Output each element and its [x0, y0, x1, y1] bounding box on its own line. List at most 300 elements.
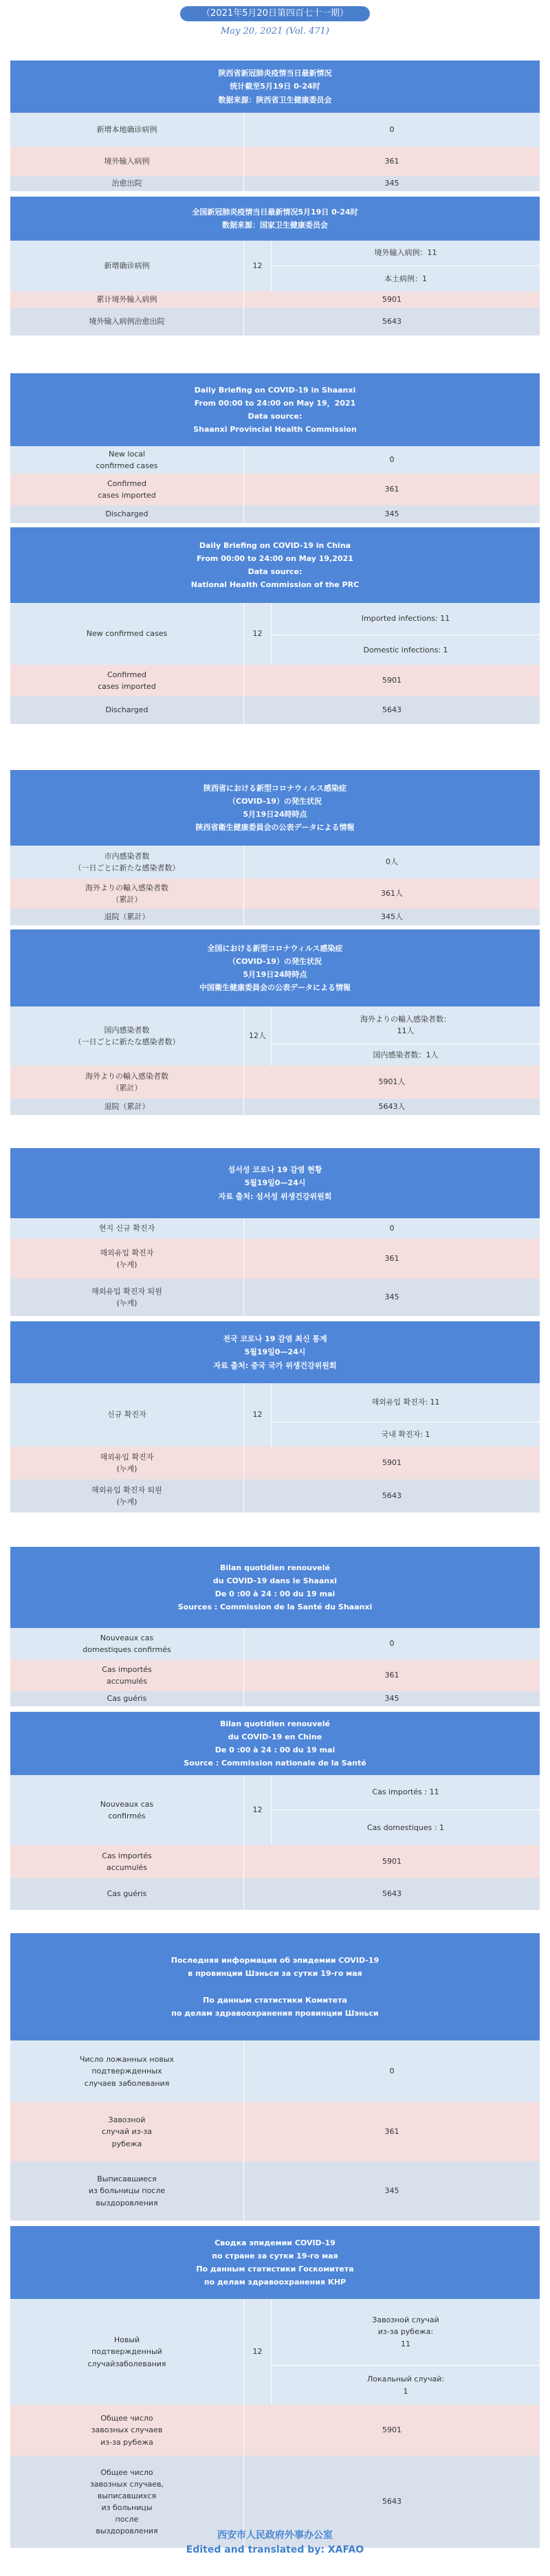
sec-en-provincial-row-value-text	[385, 483, 399, 495]
sec-fr-national-row-value-text	[382, 1856, 402, 1867]
sec-ja-provincial-row-label-text	[85, 882, 168, 905]
sec-fr-provincial-row-label	[10, 1660, 244, 1691]
sec-ko-provincial-row-value-line: 0	[389, 1224, 395, 1233]
sec-fr-national-new-row-label-line: confirmés	[108, 1812, 146, 1820]
sec-en-national-row-value-line: 5643	[382, 705, 402, 715]
sec-zh-national-new-row-label-text	[104, 260, 150, 272]
sec-zh-provincial-row-label-line: 治愈出院	[111, 179, 142, 188]
sec-en-national-row-value-text	[382, 674, 402, 686]
sec-zh-national-row-label-text	[89, 316, 165, 327]
sec-en-national-row-value	[244, 665, 540, 696]
sec-zh-provincial-row-value-text	[385, 177, 399, 189]
sec-en-provincial-row-label-line: Confirmed	[107, 478, 147, 488]
sec-ko-national-row	[10, 1479, 540, 1512]
sec-en-national-new-row-label-line: New confirmed cases	[86, 629, 168, 639]
sec-ja-national-row-value-line: 5643人	[378, 1102, 406, 1112]
sec-ko-provincial-row-label-line: 해외유입 확진자	[100, 1248, 154, 1257]
sec-ja-national-new-row-label-line: （一日ごとに新たな感染者数）	[74, 1037, 180, 1046]
sec-ko-national-new-row-total	[244, 1383, 272, 1446]
sec-ru-provincial-row-value	[244, 2161, 540, 2221]
sec-ru-national-row-label-line: завозных случаев,	[89, 2479, 164, 2489]
sec-ko-provincial-header-line: 섬서성 코로나 19 감염 현황	[228, 1165, 322, 1175]
sec-fr-national-row-value-text	[382, 1888, 402, 1900]
sec-fr-national-new-row-label-line: Nouveaux cas	[100, 1799, 154, 1809]
sec-ja-national-new-row-imported-text	[360, 1013, 451, 1037]
sec-ko-national-new-row-imported-line: 해외유입 확진자: 11	[371, 1398, 440, 1407]
sec-ko-provincial-row	[10, 1218, 540, 1239]
sec-ko-gap	[10, 1316, 540, 1321]
sec-ru-national-row-label	[10, 2405, 244, 2456]
sec-en-provincial-row	[10, 474, 540, 505]
sec-ru-provincial-row-value	[244, 2102, 540, 2161]
sec-en-national-row-label-line: Discharged	[105, 705, 148, 715]
sec-zh-provincial-row-label-text	[112, 177, 142, 189]
sec-zh-provincial-header	[10, 60, 540, 113]
sec-ko-national-new-row-label-text	[107, 1409, 146, 1420]
sec-fr-national-header-line: Source : Commission nationale de la Santé	[184, 1759, 366, 1768]
sec-ru-provincial-row	[10, 2102, 540, 2161]
sec-en-national-new-row-imported-line: Imported infections: 11	[361, 614, 450, 624]
sec-fr-national-row-label-line: Cas importés	[102, 1851, 152, 1860]
sec-fr-provincial-row-label	[10, 1628, 244, 1660]
sec-ru-national-new-row-label-line: случайзаболевания	[87, 2359, 166, 2368]
section-chinese	[10, 60, 540, 335]
section-french	[10, 1547, 540, 1910]
sec-en-provincial-row-label-line: confirmed cases	[96, 461, 158, 470]
sec-en-national-header	[10, 527, 540, 603]
sec-fr-national-new-row-domestic-line: Cas domestiques : 1	[366, 1823, 445, 1832]
sec-ja-national-row-label-line: 海外よりの輸入感染者数	[85, 1071, 168, 1081]
sec-ru-provincial-header-line: по делам здравоохранения провинции Шэньси	[171, 2008, 379, 2018]
sec-ko-provincial-row-value	[244, 1239, 540, 1279]
sec-fr-provincial-row	[10, 1660, 540, 1691]
sec-en-provincial-table	[10, 373, 540, 523]
sec-ru-national-new-row-total-line: 12	[252, 2347, 263, 2357]
sec-ko-provincial-row-label	[10, 1218, 244, 1239]
sec-zh-national-new-row	[10, 241, 540, 291]
sec-en-provincial-header	[10, 373, 540, 446]
sec-fr-provincial-row	[10, 1691, 540, 1706]
sec-ja-provincial-row-value-text	[381, 888, 403, 899]
sec-zh-national-new-row-imported-text	[375, 247, 437, 258]
sec-zh-provincial-row-value-line: 0	[389, 125, 395, 135]
sec-zh-national-row	[10, 308, 540, 335]
sec-fr-provincial-row-label-line: Cas guéris	[107, 1694, 147, 1704]
sec-ko-national-row-label-line: (누계)	[116, 1497, 138, 1506]
sec-en-provincial-row-label	[10, 505, 244, 523]
sec-zh-provincial-header-line: 数据来源：陕西省卫生健康委员会	[218, 95, 332, 104]
sec-ru-national-new-row-imported-line: 11	[401, 2339, 410, 2348]
sec-zh-national-row-value-text	[382, 316, 402, 327]
sec-en-national-row-label-line: Confirmed	[107, 670, 147, 679]
sec-fr-provincial-row-value	[244, 1628, 540, 1660]
sec-ko-national-new-row-label-line: 신규 확진자	[107, 1410, 146, 1420]
sec-ru-national-header-line: по стране за сутки 19-го мая	[212, 2251, 338, 2260]
sec-ru-national-new-row-domestic	[272, 2365, 540, 2405]
sec-ko-provincial-header	[10, 1148, 540, 1218]
sec-fr-national-row-label-text	[102, 1850, 151, 1873]
sec-ja-national-new-row-imported-line: 11人	[397, 1026, 415, 1035]
sec-fr-national-header-line: De 0 :00 à 24 : 00 du 19 mai	[214, 1746, 336, 1754]
sec-ru-provincial-row-label-line: Выписавшиеся	[97, 2175, 157, 2184]
sec-ru-national-new-row-total-text	[253, 2346, 263, 2357]
sec-ja-provincial-row-label-line: 退院（累計）	[104, 912, 150, 922]
sec-ja-national-new-row-domestic-text	[373, 1049, 439, 1061]
sec-en-national-new-row-imported	[272, 603, 540, 635]
sec-ko-national-new-row-total-text	[253, 1409, 263, 1420]
sec-ru-national-new-row-total	[244, 2299, 272, 2405]
sec-ko-national-new-row-label	[10, 1383, 244, 1446]
sec-fr-provincial-row-label-text	[107, 1693, 147, 1704]
sec-ru-provincial-row-value-line: 361	[384, 2127, 399, 2137]
sec-fr-gap	[10, 1706, 540, 1712]
sec-ja-provincial-header-line: （COVID-19）の発生状況	[228, 796, 322, 806]
sec-en-provincial-row-label-line: Discharged	[105, 509, 148, 519]
sec-zh-national-table	[10, 197, 540, 335]
sec-ko-provincial-row-label	[10, 1279, 244, 1316]
sec-ru-provincial-header-line: По данным статистики Комитета	[203, 1995, 347, 2005]
sec-fr-provincial-header	[10, 1547, 540, 1628]
sec-ja-provincial-row-label	[10, 879, 244, 909]
sec-en-national-new-row-breakdown	[272, 603, 540, 665]
sec-ja-provincial-row-value-line: 0人	[386, 857, 398, 867]
sec-ko-provincial-row-value	[244, 1279, 540, 1316]
sec-fr-national-new-row-label	[10, 1775, 244, 1845]
sec-zh-provincial-row-value-line: 361	[384, 157, 399, 166]
sec-zh-national-row-label-line: 境外输入病例治愈出院	[89, 317, 165, 327]
footer	[0, 2529, 550, 2557]
sec-ko-national-table	[10, 1321, 540, 1512]
sec-en-provincial-row-label-text	[105, 508, 148, 520]
sec-en-provincial-row-value-line: 0	[389, 455, 395, 465]
sec-ko-provincial-row-label-text	[99, 1222, 155, 1234]
sec-ru-national-row-label-line: выписавшихся	[97, 2491, 157, 2500]
sec-en-national-new-row-total	[244, 603, 272, 665]
sec-ru-provincial-row-label-line: Число ложанных новых	[79, 2055, 175, 2065]
sec-zh-provincial-row-label-line: 境外输入病例	[104, 157, 150, 166]
sec-zh-national-new-row-total-text	[253, 260, 263, 272]
sec-fr-national-new-row-label-text	[100, 1798, 153, 1822]
sec-zh-national-header	[10, 197, 540, 241]
sec-ru-provincial-row-value-text	[390, 2065, 395, 2077]
sec-ja-provincial-row-value-text	[386, 856, 398, 868]
sec-ja-provincial-row-value	[244, 879, 540, 909]
sec-ru-national-row-value-text	[382, 2496, 402, 2507]
sec-en-provincial-row-value	[244, 446, 540, 474]
sec-ru-national-header-line: Сводка эпидемии COVID-19	[214, 2238, 336, 2247]
sec-ja-national-row	[10, 1066, 540, 1099]
sec-ja-national-new-row-domestic	[272, 1044, 540, 1066]
sec-ru-national-header	[10, 2226, 540, 2299]
sec-ru-provincial-header-line: в провинции Шэньси за сутки 19-го мая	[188, 1969, 362, 1979]
sec-ja-national-row-value-text	[379, 1101, 406, 1112]
sec-ja-national-new-row-imported-line: 海外よりの輸入感染者数：	[360, 1014, 451, 1024]
sec-zh-national-new-row-imported	[272, 241, 540, 265]
sec-en-provincial-row-value-text	[390, 454, 395, 465]
sec-ja-provincial-row-label	[10, 846, 244, 879]
sec-en-national-header-line: From 00:00 to 24:00 on May 19,2021	[197, 553, 353, 563]
sec-ja-provincial-row-label-text	[104, 911, 150, 923]
sec-ru-provincial-row	[10, 2040, 540, 2102]
sec-ko-provincial-row-value-text	[385, 1291, 399, 1303]
sec-fr-provincial-row-value-text	[385, 1693, 399, 1704]
sec-ru-provincial-row-label	[10, 2161, 244, 2221]
sec-ru-provincial-row-value-text	[385, 2185, 399, 2197]
sec-ja-provincial-row-value-line: 345人	[381, 912, 403, 922]
sec-ja-national-row-label-text	[104, 1101, 150, 1112]
sec-fr-provincial-row-value-text	[385, 1669, 399, 1681]
sec-en-national-header-line: Data source:	[248, 567, 302, 576]
sec-ru-national-new-row-domestic-line: 1	[403, 2386, 408, 2396]
sec-ko-national-row-label-text	[91, 1484, 162, 1508]
sec-ru-national-header-line: По данным статистики Госкомитета	[196, 2265, 354, 2274]
sec-en-provincial-header-line: Daily Briefing on COVID-19 in Shaanxi	[194, 385, 356, 395]
footer-org: 西安市人民政府外事办公室	[217, 2530, 333, 2541]
sec-zh-provincial-row-label-text	[104, 155, 150, 167]
sec-en-provincial-row-value-line: 361	[384, 485, 399, 494]
sec-ja-provincial-header-line: 5月19日24時時点	[243, 810, 307, 819]
sec-ko-national-header	[10, 1321, 540, 1383]
sec-zh-national-row-value-text	[382, 294, 402, 305]
sec-zh-national-new-row-total-line: 12	[252, 261, 263, 271]
sec-fr-national-row-value	[244, 1845, 540, 1878]
sec-ru-provincial-row-label-line: Завозной	[108, 2115, 146, 2125]
sec-en-provincial-header-line: From 00:00 to 24:00 on May 19，2021	[194, 398, 356, 408]
sec-zh-national-new-row-domestic-line: 本土病例：1	[384, 274, 427, 283]
sec-ja-provincial-table	[10, 770, 540, 925]
sec-fr-national-new-row-domestic-text	[367, 1822, 444, 1834]
sec-fr-national-new-row-breakdown	[272, 1775, 540, 1845]
sec-ja-national-new-row-breakdown	[272, 1006, 540, 1066]
sec-fr-provincial-row-label-text	[102, 1664, 151, 1687]
sec-ko-national-row-value-line: 5643	[382, 1491, 402, 1501]
sec-ko-national-new-row-total-line: 12	[252, 1410, 263, 1420]
sec-ja-provincial-row-value-text	[381, 911, 403, 923]
sec-en-provincial-row-label-text	[98, 478, 156, 501]
sec-ko-national-new-row-domestic	[272, 1422, 540, 1446]
sec-en-national-new-row-domestic	[272, 635, 540, 665]
sec-ko-provincial-row-value-text	[385, 1253, 399, 1264]
sec-fr-national-new-row	[10, 1775, 540, 1845]
sec-ja-national-header-line: 5月19日24時時点	[243, 970, 307, 979]
sec-ru-national-new-row-imported-text	[372, 2314, 439, 2349]
sec-zh-provincial-row	[10, 176, 540, 191]
sec-ru-provincial-row-label-text	[102, 2114, 152, 2149]
sec-ja-provincial-row	[10, 879, 540, 909]
sec-zh-provincial-row-label-line: 新增本地确诊病例	[96, 125, 157, 135]
sec-ru-national-row-label-line: после	[115, 2515, 139, 2524]
sec-ru-provincial-row-value-text	[385, 2126, 399, 2137]
sec-ja-national-header-line: （COVID-19）の発生状況	[228, 956, 322, 966]
sec-zh-national-new-row-domestic	[272, 265, 540, 291]
sec-ru-national-new-row	[10, 2299, 540, 2405]
sec-en-national-new-row-domestic-text	[363, 644, 448, 656]
sec-en-national-new-row-label-text	[87, 628, 167, 639]
sec-zh-provincial-row	[10, 147, 540, 176]
sec-ko-national-new-row-breakdown	[272, 1383, 540, 1446]
issue-pill: （2021年5月20日第四百七十一期）	[180, 6, 370, 21]
sec-zh-provincial-header-line: 统计截至5月19日 0-24时	[230, 82, 320, 91]
sec-zh-national-new-row-imported-line: 境外输入病例：11	[374, 248, 437, 258]
sec-zh-national-new-row-label	[10, 241, 244, 291]
sec-ja-national-new-row-imported	[272, 1006, 540, 1044]
sec-ru-national-new-row-label-line: Новый	[113, 2335, 140, 2345]
sec-ja-national-table	[10, 929, 540, 1115]
sec-ja-national-row-value	[244, 1066, 540, 1099]
sec-zh-national-new-row-label-line: 新增确诊病例	[104, 261, 150, 271]
sec-ko-national-row-value-text	[382, 1457, 402, 1468]
sec-fr-provincial-row-label-line: accumulés	[106, 1677, 148, 1686]
sec-ru-national-new-row-imported-line: Завозной случай	[372, 2315, 439, 2325]
sec-zh-national-new-row-breakdown	[272, 241, 540, 291]
sec-ru-provincial-row-label-line: из больницы после	[88, 2186, 166, 2196]
sec-ru-national-row-label-line: из больницы	[101, 2503, 153, 2512]
sec-ja-provincial-row-value	[244, 909, 540, 925]
sec-fr-national-new-row-imported	[272, 1775, 540, 1809]
sec-fr-national-new-row-domestic	[272, 1809, 540, 1845]
sec-ru-provincial-row-label-text	[80, 2054, 174, 2089]
sec-fr-national-new-row-total-text	[253, 1804, 263, 1816]
sec-ko-provincial-row-label	[10, 1239, 244, 1279]
sec-ja-national-new-row-label	[10, 1006, 244, 1066]
sec-ko-provincial-row-label-line: 현지 신규 확진자	[98, 1224, 155, 1233]
sec-ja-provincial-row-label-text	[74, 850, 180, 874]
sec-fr-provincial-header-line: du COVID-19 dans le Shaanxi	[212, 1576, 338, 1585]
sec-ja-national-new-row-domestic-line: 国内感染者数：1人	[373, 1050, 439, 1059]
sec-ko-provincial-header-line: 5월19일0—24시	[244, 1178, 306, 1188]
sec-en-national-row-label-line: cases imported	[98, 682, 156, 691]
sec-fr-provincial-row-value-text	[390, 1638, 395, 1649]
sec-en-provincial-row	[10, 446, 540, 474]
sec-fr-national-row-label-line: Cas guéris	[107, 1889, 147, 1899]
sec-ru-provincial-row-label-line: рубежа	[111, 2139, 142, 2148]
section-russian	[10, 1933, 540, 2548]
sec-fr-national-new-row-imported-line: Cas importés : 11	[372, 1787, 439, 1797]
sec-ko-national-new-row-imported-text	[371, 1396, 439, 1408]
sec-fr-provincial-row-label-line: domestiques confirmés	[82, 1645, 171, 1654]
sec-ko-provincial-row-label-text	[100, 1247, 154, 1270]
sec-fr-national-new-row-total-line: 12	[252, 1805, 263, 1815]
sec-zh-provincial-row	[10, 113, 540, 147]
sec-ru-national-row-value-line: 5901	[382, 2425, 402, 2435]
sec-ja-provincial-row-label-line: （累計）	[111, 895, 142, 904]
sec-ru-national-row-value-line: 5643	[382, 2497, 402, 2507]
sec-ru-provincial-row-label	[10, 2040, 244, 2102]
footer-credit: Edited and translated by: XAFAO	[186, 2544, 364, 2555]
sec-en-national-row	[10, 665, 540, 696]
section-japanese	[10, 770, 540, 1115]
sec-ko-national-row-label-text	[100, 1451, 154, 1475]
sec-ru-national-new-row-label	[10, 2299, 244, 2405]
sec-ko-national-row-label-line: (누계)	[116, 1464, 138, 1473]
sec-zh-national-row-value-line: 5643	[382, 317, 402, 327]
sec-ja-national-new-row	[10, 1006, 540, 1066]
sec-ja-national-header-line: 中国衛生健康委員会の公表データによる情報	[199, 983, 351, 993]
sec-ja-provincial-row-value-line: 361人	[381, 889, 403, 899]
sec-en-national-new-row-total-text	[253, 628, 263, 639]
sec-fr-national-row-label	[10, 1878, 244, 1910]
sec-ru-national-new-row-domestic-line: Локальный случай:	[366, 2375, 445, 2384]
sec-ja-provincial-row-value	[244, 846, 540, 879]
sec-ko-national-new-row-domestic-text	[382, 1429, 430, 1440]
sec-fr-national-row-label-text	[107, 1888, 147, 1900]
sec-en-provincial-row-label-line: cases imported	[98, 491, 156, 500]
sec-en-provincial-row-label-line: New local	[108, 449, 146, 459]
sec-fr-national-row-value-line: 5643	[382, 1889, 402, 1899]
sec-zh-provincial-row-label-text	[97, 124, 157, 135]
sec-en-provincial-row-value	[244, 474, 540, 505]
sec-en-provincial-row-value-text	[385, 508, 399, 520]
sec-ja-provincial-row-label-line: 海外よりの輸入感染者数	[85, 883, 168, 892]
sec-ko-provincial-row-label-line: (누계)	[116, 1299, 138, 1308]
sec-ko-national-row-value-text	[382, 1490, 402, 1501]
sec-fr-national-row-label	[10, 1845, 244, 1878]
sec-en-national-new-row-label	[10, 603, 244, 665]
sec-ru-provincial-row-label-line: случаев заболевания	[84, 2078, 170, 2088]
section-korean	[10, 1148, 540, 1512]
sec-ja-national-row-value	[244, 1099, 540, 1115]
sec-fr-provincial-row-label-text	[82, 1632, 170, 1655]
section-english	[10, 373, 540, 724]
sec-ko-provincial-row	[10, 1279, 540, 1316]
sec-ru-national-row-label-line: из-за рубежа	[100, 2437, 153, 2447]
sec-ko-provincial-row-value	[244, 1218, 540, 1239]
sec-ru-provincial-row-label-line: выздоровления	[96, 2198, 158, 2208]
sec-ja-provincial-header-line: 陝西省衛生健康委員会の公表データによる情報	[195, 823, 355, 833]
sec-ru-provincial-row-label-line: подтвержденных	[91, 2067, 162, 2076]
sec-zh-provincial-header-line: 陕西省新冠肺炎疫情当日最新情况	[218, 69, 332, 78]
sec-fr-provincial-table	[10, 1547, 540, 1706]
sec-fr-provincial-row-label-line: Nouveaux cas	[100, 1633, 154, 1642]
sec-ja-national-header-line: 全国における新型コロナウィルス感染症	[207, 943, 343, 953]
sec-ko-national-row-label-line: 해외유입 확진자 퇴원	[91, 1485, 162, 1495]
sec-ja-national-row-label-line: 退院（累計）	[104, 1102, 150, 1112]
sec-zh-national-new-row-domestic-text	[384, 273, 427, 285]
sec-ru-national-row-label-line: Общее число	[100, 2467, 153, 2477]
sec-ko-national-row-label-line: 해외유입 확진자	[100, 1452, 154, 1462]
sec-fr-national-row-value	[244, 1878, 540, 1910]
sec-fr-provincial-row-value	[244, 1660, 540, 1691]
issue-date: May 20, 2021 (Vol. 471)	[221, 26, 329, 36]
sec-en-national-row-value-line: 5901	[382, 676, 402, 685]
sec-ru-national-new-row-imported-line: из-за рубежа:	[377, 2327, 434, 2337]
sec-zh-provincial-row-label	[10, 113, 244, 147]
sec-zh-provincial-row-label	[10, 147, 244, 176]
sec-ko-national-row-value-line: 5901	[382, 1458, 402, 1468]
sec-fr-national-row	[10, 1845, 540, 1878]
sec-ru-provincial-row-value-line: 0	[389, 2067, 395, 2076]
sec-zh-provincial-row-value	[244, 147, 540, 176]
sec-ru-provincial-row-label-line: случай из-за	[101, 2127, 153, 2137]
sec-ko-national-row-value	[244, 1479, 540, 1512]
sec-fr-national-header	[10, 1712, 540, 1775]
sec-ru-national-row-label-text	[91, 2412, 163, 2447]
sec-en-national-new-row-imported-text	[362, 613, 450, 624]
sec-fr-national-header-line: Bilan quotidien renouvelé	[219, 1719, 331, 1728]
sec-en-national-row-label	[10, 665, 244, 696]
sec-fr-national-row	[10, 1878, 540, 1910]
sec-ja-provincial-row	[10, 909, 540, 925]
sec-ru-national-row-value-text	[382, 2424, 402, 2436]
sec-ko-national-new-row-domestic-line: 국내 확진자: 1	[381, 1429, 430, 1439]
sec-ko-provincial-header-line: 자료 출처: 섬서성 위생건강위원회	[218, 1191, 332, 1201]
sec-fr-provincial-row-value-line: 0	[389, 1639, 395, 1649]
sec-en-national-new-row-domestic-line: Domestic infections: 1	[363, 645, 448, 654]
sec-zh-national-row	[10, 291, 540, 308]
sec-ru-provincial-table	[10, 1933, 540, 2221]
sec-en-provincial-header-line: Shaanxi Provincial Health Commission	[193, 425, 357, 434]
sec-zh-national-row-value	[244, 308, 540, 335]
